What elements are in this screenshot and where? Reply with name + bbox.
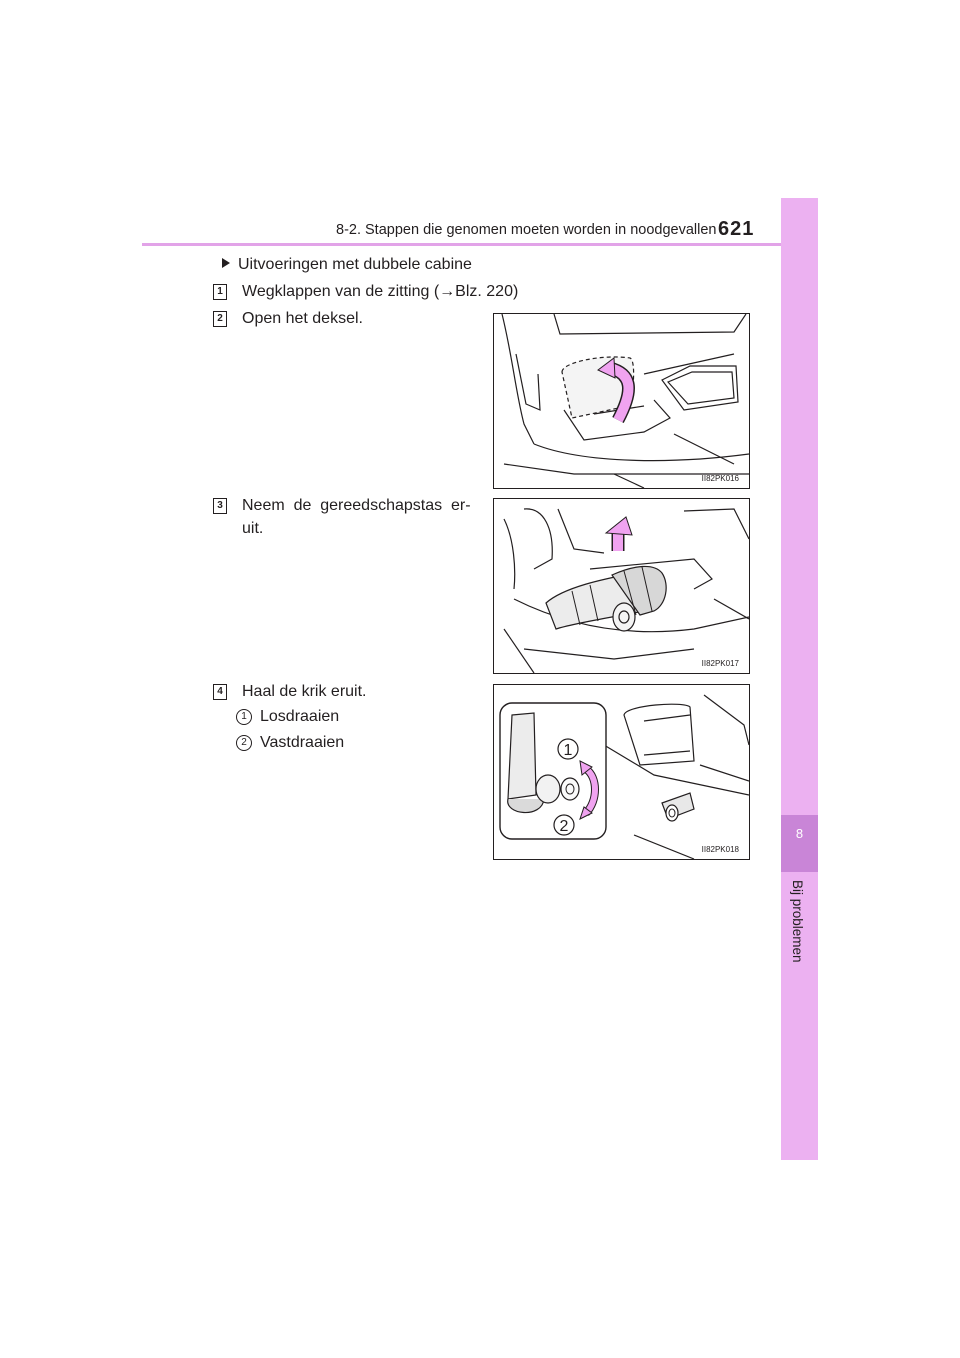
step-text: Open het deksel. xyxy=(242,310,363,327)
figure-code: II82PK017 xyxy=(701,659,739,668)
page-number: 621 xyxy=(718,218,755,240)
step-number-box: 1 xyxy=(213,284,227,300)
section-title: 8-2. Stappen die genomen moeten worden in noodgevallen xyxy=(336,222,717,238)
callout-tighten: 2 xyxy=(559,818,569,835)
figure-code: II82PK016 xyxy=(701,474,739,483)
callout-loosen: 1 xyxy=(563,742,573,759)
triangle-bullet-icon xyxy=(222,258,230,268)
substep-number: 2 xyxy=(236,735,252,751)
step-number-box: 2 xyxy=(213,311,227,327)
step-number-box: 3 xyxy=(213,498,227,514)
step-text: Wegklappen van de zitting (→Blz. 220) xyxy=(242,283,519,300)
step-number-box: 4 xyxy=(213,684,227,700)
variant-heading xyxy=(222,256,472,274)
remove-toolbag-illustration-icon xyxy=(494,499,749,673)
figure-remove-toolbag xyxy=(493,498,750,674)
chapter-number-box xyxy=(781,815,818,872)
substep-text: Losdraaien xyxy=(260,708,340,725)
chapter-number: 8 xyxy=(795,826,804,841)
step-text-line1: Neem de gereedschapstas er- xyxy=(242,497,471,514)
step-text: Haal de krik eruit. xyxy=(242,683,367,700)
lift-cover-illustration-icon xyxy=(494,314,749,488)
figure-remove-jack xyxy=(493,684,750,860)
figure-code: II82PK018 xyxy=(701,845,739,854)
figure-open-cover xyxy=(493,313,750,489)
substep-number: 1 xyxy=(236,709,252,725)
variant-heading-text: Uitvoeringen met dubbele cabine xyxy=(238,256,472,273)
chapter-side-tab xyxy=(781,198,818,1160)
step-text-line2: uit. xyxy=(242,520,264,537)
chapter-label: Bij problemen xyxy=(790,880,805,963)
jack-loosen-tighten-illustration-icon xyxy=(494,685,749,859)
substep-text: Vastdraaien xyxy=(260,734,345,751)
header-rule xyxy=(142,243,818,246)
